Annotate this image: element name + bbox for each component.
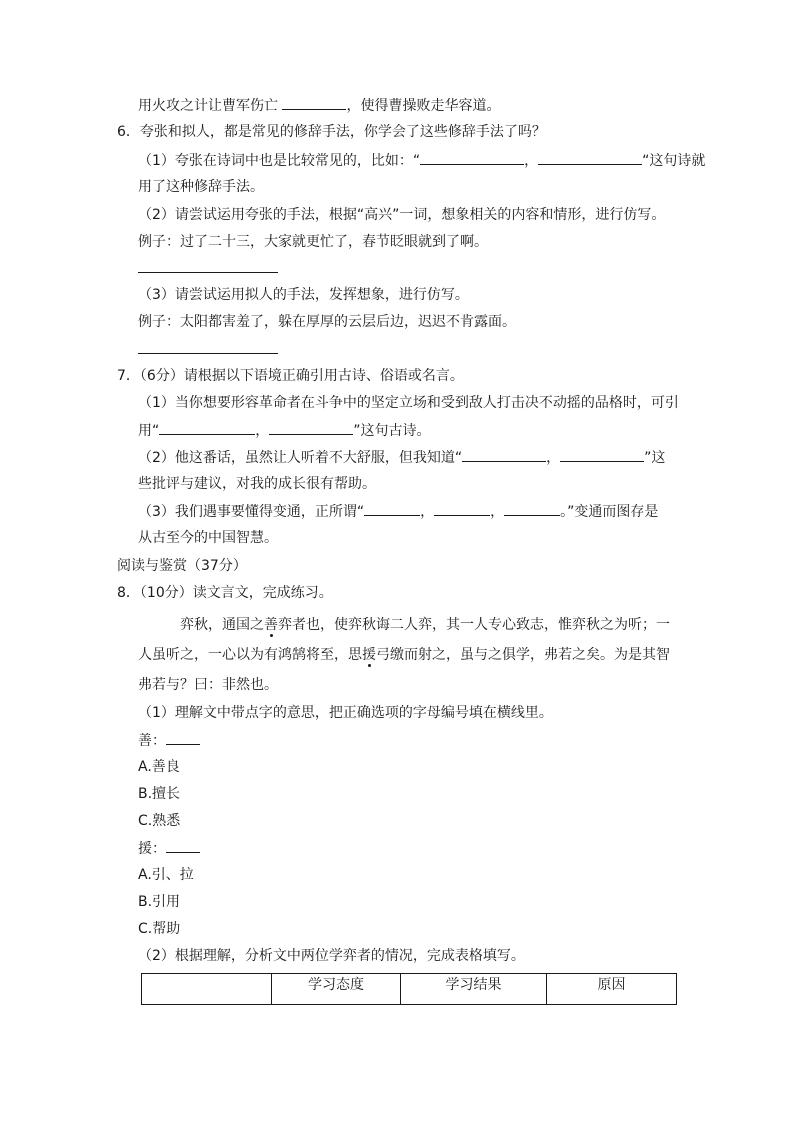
yuan-option-a[interactable]: A.引、拉: [138, 867, 194, 883]
q7-part2-line2: 些批评与建议，对我的成长很有帮助。: [138, 476, 376, 492]
q7-part2-sep: ，: [546, 450, 561, 466]
table-header-cell: 学习态度: [272, 974, 401, 1005]
q8-sub1: （1）理解文中带点字的意思，把正确选项的字母编号填在横线里。: [138, 705, 553, 721]
passage-line2: [138, 645, 670, 665]
table-header-row: [142, 974, 677, 1005]
yuan-option-b[interactable]: B.引用: [138, 894, 181, 910]
line-huogong-post: ，使得曹操败走华容道。: [346, 98, 501, 114]
dotted-char-shan: 善: [264, 617, 278, 633]
dotted-char-yuan: 援: [362, 647, 376, 663]
blank-answer[interactable]: [462, 447, 546, 462]
q7-part3-line2: 从古至今的中国智慧。: [138, 530, 278, 546]
blank-answer[interactable]: [560, 447, 644, 462]
yuan-option-c[interactable]: C.帮助: [138, 921, 181, 937]
q7-part1-pre: 用“: [138, 423, 160, 439]
blank-answer[interactable]: [166, 730, 200, 745]
blank-answer[interactable]: [364, 501, 420, 516]
passage-line3: 弗若与？曰：非然也。: [138, 677, 278, 693]
shan-label: 善：: [138, 733, 166, 749]
blank-answer[interactable]: [420, 150, 524, 165]
blank-answer[interactable]: [159, 420, 255, 435]
yuan-question: [138, 838, 200, 858]
passage-text: 弓缴而射之，虽与之俱学，弗若之矣。为是其智: [376, 647, 670, 663]
q7-part1-sep: ，: [255, 423, 270, 439]
q6-part3-example: 例子：太阳都害羞了，躲在厚厚的云层后边，迟迟不肯露面。: [138, 314, 516, 330]
shan-option-a[interactable]: A.善良: [138, 759, 180, 775]
q7-part3-sep1: ，: [420, 504, 435, 520]
q7-part2-post: ”这: [644, 450, 666, 466]
q7-part1-line1: （1）当你想要形容革命者在斗争中的坚定立场和受到敌人打击决不动摇的品格时，可引: [138, 395, 679, 411]
shan-question: [138, 730, 200, 750]
table-header-cell: 原因: [547, 974, 677, 1005]
q6-part1-line1: [138, 150, 705, 170]
q7-part3-line1: [138, 501, 658, 521]
answer-table: [141, 973, 677, 1005]
q7-part3-pre: （3）我们遇事要懂得变通，正所谓“: [138, 504, 365, 520]
section-heading: 阅读与鉴赏（37分）: [117, 558, 247, 574]
q8-stem: 8．（10分）读文言文，完成练习。: [117, 585, 333, 601]
q7-part3-post: 。”变通而图存是: [560, 504, 659, 520]
answer-line[interactable]: [138, 272, 278, 273]
line-huogong: [138, 95, 500, 115]
passage-text: 人虽听之，一心以为有鸿鹄将至，思: [138, 647, 362, 663]
q7-stem: 7．（6分）请根据以下语境正确引用古诗、俗语或名言。: [117, 368, 464, 384]
shan-option-b[interactable]: B.擅长: [138, 786, 181, 802]
blank-answer[interactable]: [166, 838, 200, 853]
passage-line1: [180, 615, 670, 635]
q6-stem: 6．夸张和拟人，都是常见的修辞手法，你学会了这些修辞手法了吗？: [117, 124, 546, 140]
q6-part2: （2）请尝试运用夸张的手法，根据“高兴”一词，想象相关的内容和情形，进行仿写。: [138, 207, 666, 223]
passage-text: 弈秋，通国之: [180, 617, 264, 633]
q7-part1-post: ”这句古诗。: [353, 423, 431, 439]
q6-part1-text-b: “这句诗就: [642, 153, 706, 169]
q6-part2-example: 例子：过了二十三，大家就更忙了，春节眨眼就到了啊。: [138, 234, 488, 250]
answer-line[interactable]: [138, 353, 278, 354]
q8-sub2: （2）根据理解，分析文中两位学弈者的情况，完成表格填写。: [138, 948, 525, 964]
q7-part2-pre: （2）他这番话，虽然让人听着不大舒服，但我知道“: [138, 450, 463, 466]
q7-part2-line1: [138, 447, 665, 467]
blank-answer[interactable]: [504, 501, 560, 516]
line-huogong-pre: 用火攻之计让曹军伤亡: [138, 98, 283, 114]
blank-answer[interactable]: [282, 95, 346, 110]
q7-part3-sep2: ，: [490, 504, 505, 520]
blank-answer[interactable]: [434, 501, 490, 516]
yuan-label: 援：: [138, 841, 166, 857]
blank-answer[interactable]: [538, 150, 642, 165]
q6-part1-text-a: （1）夸张在诗词中也是比较常见的，比如：“: [138, 153, 421, 169]
table-header-cell: 学习结果: [401, 974, 547, 1005]
q7-part1-line2: [138, 420, 431, 440]
table-header-cell: [142, 974, 272, 1005]
blank-answer[interactable]: [269, 420, 353, 435]
passage-text: 弈者也，使弈秋诲二人弈，其一人专心致志，惟弈秋之为听；一: [278, 617, 670, 633]
q6-part3: （3）请尝试运用拟人的手法，发挥想象，进行仿写。: [138, 287, 469, 303]
q6-part1-line2: 用了这种修辞手法。: [138, 179, 264, 195]
shan-option-c[interactable]: C.熟悉: [138, 813, 181, 829]
q6-part1-sep: ，: [524, 153, 539, 169]
